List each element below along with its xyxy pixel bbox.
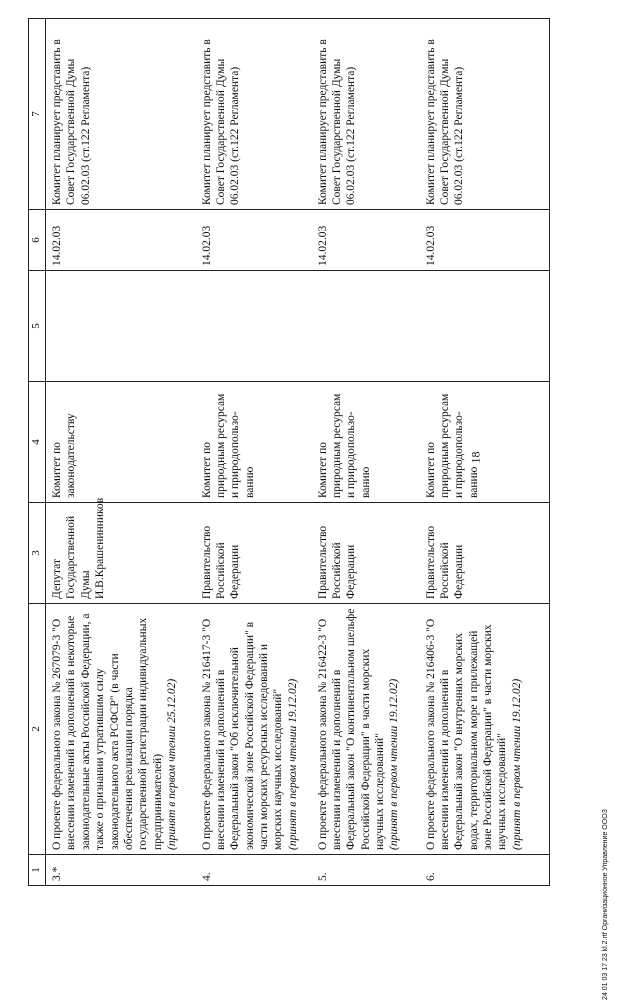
table-row — [312, 19, 420, 886]
bill-description — [46, 604, 196, 855]
column-header: 5 — [29, 271, 46, 382]
committee-cell: Комитет по природным ресурсам и природопользо-ванию — [420, 382, 550, 503]
bill-body: "О внесении изменений и дополнений в некоторые законодательные акты Российской Федерации, а также о признании утратившим силу законодательного акта РСФСР" (в части обеспечения реализации порядка государственной регистрации индивидуальных предпринимателей) — [51, 613, 164, 850]
column-5-cell — [420, 271, 550, 382]
date-cell: 14.02.03 — [196, 210, 312, 271]
bill-body: "О внесении изменений и дополнений в Федеральный закон "О внутренних морских водах, территориальном море и прилежащей зоне Российской Федерации" в части морских научных исследований" — [424, 618, 509, 850]
column-5-cell — [46, 271, 196, 382]
column-header: 4 — [29, 382, 46, 503]
bill-title: О проекте федерального закона № 216406-3 — [424, 634, 437, 850]
bill-body: "О внесении изменений и дополнений в Федеральный закон "О континентальном шельфе Российской Федерации" в части морских научных исследований" — [316, 608, 386, 850]
committee-cell: Комитет по природным ресурсам и природопользо-ванию — [196, 382, 312, 503]
bill-reading-note: (принят в первом чтении 19.12.02) — [286, 678, 299, 850]
committee-cell: Комитет по законодательству — [46, 382, 196, 503]
column-header: 6 — [29, 210, 46, 271]
bill-title: О проекте федерального закона № 267079-3 — [51, 634, 63, 850]
bill-description — [420, 604, 550, 855]
date-cell: 14.02.03 — [46, 210, 196, 271]
remark-cell: Комитет планирует представить в Совет Государственной Думы 06.02.03 (ст.122 Регламента) — [312, 19, 420, 210]
table-row — [420, 19, 550, 886]
bill-title: О проекте федерального закона № 216417-3 — [200, 634, 213, 850]
column-header: 2 — [29, 604, 46, 855]
column-5-cell — [196, 271, 312, 382]
bill-description — [312, 604, 420, 855]
column-5-cell — [312, 271, 420, 382]
bill-title: О проекте федерального закона № 216422-3 — [316, 634, 329, 850]
initiator-cell: Правительство Российской Федерации — [196, 503, 312, 604]
committee-cell: Комитет по природным ресурсам и природопользо-ванию — [312, 382, 420, 503]
page-number: 18 — [468, 451, 483, 464]
bills-table — [28, 18, 550, 886]
remark-cell: Комитет планирует представить в Совет Государственной Думы 06.02.03 (ст.122 Регламента) — [196, 19, 312, 210]
initiator-cell: Депутат Государственной Думы И.В.Крашенинников — [46, 503, 196, 604]
column-header: 1 — [29, 855, 46, 886]
footer-text: 24 01 03 17 23 kl.2.rtf Организационное Управление ОООЗ — [602, 809, 609, 1000]
bill-reading-note: (принят в первом чтении 19.12.02) — [388, 678, 401, 850]
date-cell: 14.02.03 — [312, 210, 420, 271]
column-header: 7 — [29, 19, 46, 210]
table-row — [46, 19, 196, 886]
remark-cell: Комитет планирует представить в Совет Государственной Думы 06.02.03 (ст.122 Регламента) — [46, 19, 196, 210]
initiator-cell: Правительство Российской Федерации — [312, 503, 420, 604]
row-number: 4. — [196, 855, 312, 886]
bill-description — [196, 604, 312, 855]
row-number: 6. — [420, 855, 550, 886]
initiator-cell: Правительство Российской Федерации — [420, 503, 550, 604]
column-header: 3 — [29, 503, 46, 604]
table-header-row — [29, 19, 46, 886]
bill-body: "О внесении изменений и дополнений в Федеральный закон "Об исключительной экономической зоне Российской Федерации" в части морских ресурсных исследований и морских научных исследований" — [200, 618, 285, 850]
row-number: 5. — [312, 855, 420, 886]
date-cell: 14.02.03 — [420, 210, 550, 271]
bill-reading-note: (принят в первом чтении 19.12.02) — [510, 678, 523, 850]
rotated-table-container — [28, 26, 598, 886]
row-number: 3.* — [46, 855, 196, 886]
bill-reading-note: (принят в первом чтении 25.12.02) — [166, 678, 178, 850]
table-row — [196, 19, 312, 886]
remark-cell: Комитет планирует представить в Совет Государственной Думы 06.02.03 (ст.122 Регламента) — [420, 19, 550, 210]
